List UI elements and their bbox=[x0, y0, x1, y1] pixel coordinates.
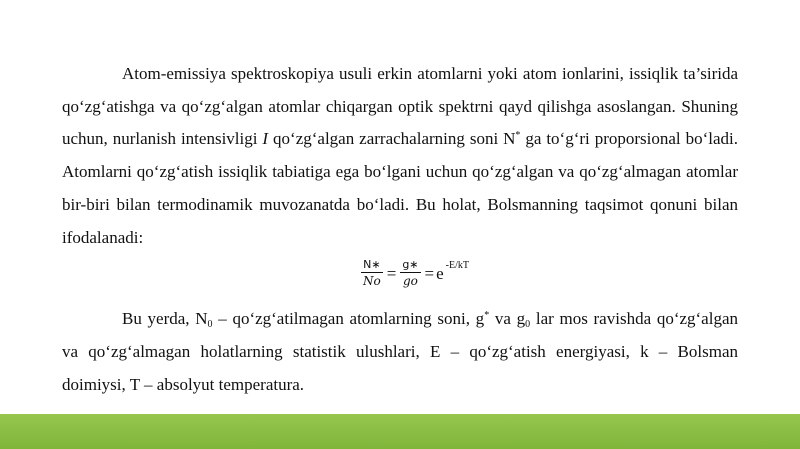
g-star-superscript: * bbox=[484, 310, 490, 322]
fraction-g-denominator: go bbox=[402, 274, 418, 289]
text-body bbox=[62, 58, 738, 401]
explanation-text-2: – qo‘zg‘atilmagan atomlarning soni, g bbox=[212, 309, 485, 329]
boltzmann-formula bbox=[62, 257, 738, 297]
fraction-g bbox=[400, 259, 420, 287]
explanation-text-3: va g bbox=[489, 309, 526, 329]
intro-text-2: qo‘zg‘algan zarrachalarning soni N bbox=[268, 129, 516, 149]
equals-sign: = bbox=[386, 263, 397, 283]
footer-green-bar bbox=[0, 414, 800, 449]
n0-subscript: 0 bbox=[207, 319, 213, 331]
fraction-n-numerator: N∗ bbox=[363, 258, 381, 272]
exponential-power: -E/kT bbox=[445, 260, 469, 272]
explanation-text-4: lar mos ravishda qo‘zg‘algan va qo‘zg‘almagan holatlarning statistik ulushlari, E – qo‘zg‘atish energiyasi, k – Bolsman doimiysi, T – absolyut temperatura. bbox=[62, 309, 738, 394]
paragraph-intro bbox=[62, 58, 738, 254]
fraction-n bbox=[361, 259, 383, 287]
paragraph-explanation bbox=[62, 303, 738, 401]
intro-text-1: Atom-emissiya spektroskopiya usuli erkin atomlarni yoki atom ionlarini, issiqlik ta’sirida qo‘zg‘atishga va qo‘zg‘algan atomlar chiqargan optik spektrni qayd qilishga asoslangan. Shuning uchun, nurlanish intensivligi bbox=[62, 64, 738, 149]
intensity-symbol: I bbox=[262, 129, 269, 149]
explanation-text-1: Bu yerda, N bbox=[122, 309, 208, 329]
g0-subscript: 0 bbox=[525, 319, 531, 331]
equals-sign-2: = bbox=[424, 263, 435, 283]
fraction-g-numerator: g∗ bbox=[402, 258, 419, 272]
excited-star-superscript: * bbox=[515, 130, 521, 142]
exponential-base: e bbox=[436, 263, 444, 283]
fraction-n-denominator: No bbox=[363, 274, 381, 289]
intro-text-3: ga to‘g‘ri proporsional bo‘ladi. Atomlarni qo‘zg‘atish issiqlik tabiatiga ega bo‘lgani uchun qo‘zg‘algan va qo‘zg‘almagan atomlar bir-biri bilan termodinamik muvozanatda bo‘ladi. Bu holat, Bolsmanning taqsimot qonuni bilan ifodalanadi: bbox=[62, 129, 738, 247]
